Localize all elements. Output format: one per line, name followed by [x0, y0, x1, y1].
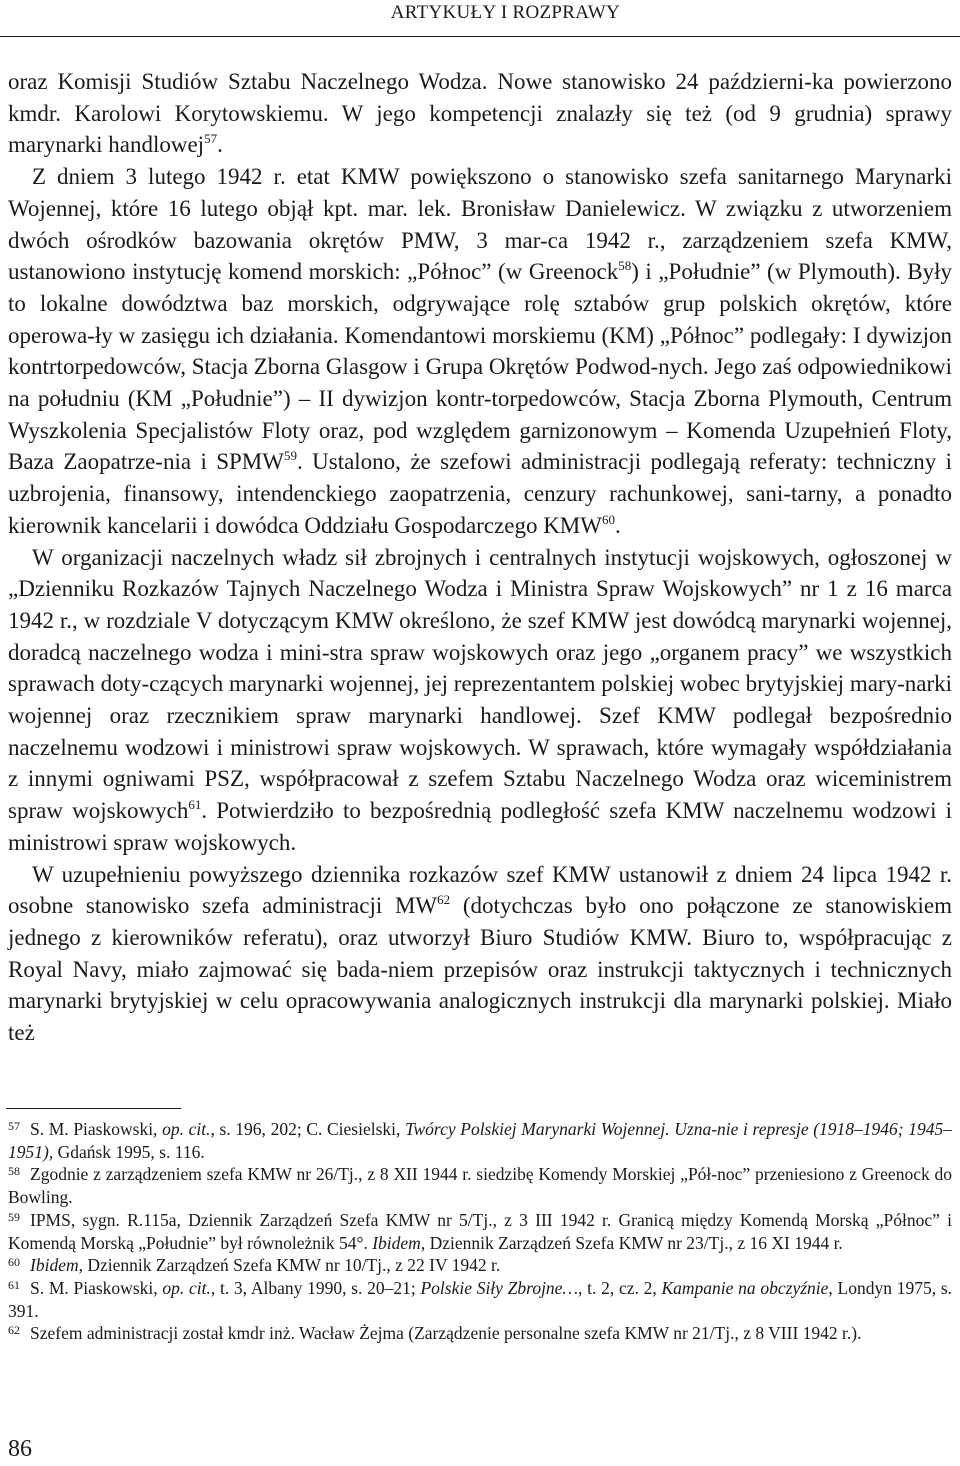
footnote-italic: Polskie Siły Zbrojne… — [420, 1277, 579, 1298]
footnote-text: S. M. Piaskowski, — [30, 1119, 163, 1139]
footnote-number: 61 — [8, 1277, 20, 1292]
footnote-text: , t. 2, cz. 2, — [578, 1277, 662, 1298]
footnote-separator — [6, 1108, 181, 1109]
paragraph-4-text-b: (dotychczas było ono połączone ze stanowiskiem jednego z kierowników referatu), oraz utworzył Biuro Studiów KMW. Biuro to, współpracując z Royal Navy, miało zajmować się bada-niem przepisów oraz instrukcji taktycznych i technicznych marynarki brytyjskiej w celu opracowywania analogicznych instrukcji dla marynarki polskiej. Miało też — [8, 893, 952, 1046]
paragraph-3-text-b: . Potwierdziło to bezpośrednią podległość szefa KMW naczelnemu wodzowi i ministrowi spraw wojskowych. — [8, 798, 953, 855]
footnote-italic: Ibidem — [30, 1255, 79, 1276]
section-title: ARTYKUŁY I ROZPRAWY — [390, 2, 620, 23]
running-header — [0, 0, 960, 38]
footnote-59 — [8, 1209, 952, 1254]
article-body — [8, 66, 952, 1049]
footnote-62 — [8, 1322, 952, 1345]
paragraph-2 — [8, 161, 952, 541]
footnote-italic: Twórcy Polskiej Marynarki Wojennej. Uzna-nie i represje (1918–1946; 1945–1951) — [8, 1119, 953, 1162]
footnote-text: , Londyn 1975, s. 391. — [8, 1277, 952, 1321]
footnote-ref-62[interactable]: 62 — [437, 892, 451, 908]
footnote-60 — [8, 1254, 952, 1277]
footnote-58 — [8, 1163, 952, 1208]
paragraph-1-text: oraz Komisji Studiów Sztabu Naczelnego Wodza. Nowe stanowisko 24 październi-ka powierzono kmdr. Karolowi Korytowskiemu. W jego kompetencji znalazły się też (od 9 grudnia) sprawy marynarki handlowej — [8, 69, 952, 158]
paragraph-3-text-a: W organizacji naczelnych władz sił zbrojnych i centralnych instytucji wojskowych, ogłoszonej w „Dzienniku Rozkazów Tajnych Naczelnego Wodza i Ministra Spraw Wojskowych” nr 1 z 16 marca 1942 r., w rozdziale V dotyczącym KMW określono, że szef KMW jest dowódcą marynarki wojennej, doradcą naczelnego wodza i mini-stra spraw wojskowych oraz jego „organem pracy” we wszystkich sprawach doty-czących marynarki wojennej, jej reprezentantem polskiej wobec brytyjskiej mary-narki wojennej oraz rzecznikiem spraw marynarki handlowej. Szef KMW podlegał bezpośrednio naczelnemu wodzowi i ministrowi spraw wojskowych. W sprawach, które wymagały współdziałania z innymi ogniwami PSZ, współpracował z szefem Sztabu Naczelnego Wodza oraz wiceministrem spraw wojskowych — [8, 544, 952, 824]
footnote-italic: op. cit. — [162, 1277, 211, 1298]
footnote-ref-58[interactable]: 58 — [618, 258, 632, 274]
footnote-italic: op. cit. — [162, 1119, 211, 1139]
footnote-text: S. M. Piaskowski, — [30, 1277, 163, 1298]
footnote-italic: Kampanie na obczyźnie — [661, 1277, 829, 1298]
paragraph-2-text-c: . Ustalono, że szefowi administracji podlegają referaty: techniczny i uzbrojenia, finansowy, intendenckiego zaopatrzenia, cenzury rachunkowej, sani-tarny, a ponadto kierownik kancelarii i dowódca Oddziału Gospodarczego KMW — [8, 449, 952, 538]
footnote-text: Zgodnie z zarządzeniem szefa KMW nr 26/Tj., z 8 XII 1944 r. siedzibę Komendy Morskiej „Pół-noc” przeniesiono z Greenock do Bowling. — [8, 1164, 952, 1208]
footnote-number: 58 — [8, 1164, 20, 1179]
footnote-text: , s. 196, 202; C. Ciesielski, — [210, 1119, 406, 1139]
footnote-text: , Gdańsk 1995, s. 116. — [48, 1141, 205, 1162]
footnote-number: 60 — [8, 1255, 20, 1270]
page-number: 86 — [8, 1436, 32, 1462]
footnote-ref-57[interactable]: 57 — [204, 131, 218, 147]
footnote-ref-61[interactable]: 61 — [188, 797, 202, 813]
footnote-text: , Dziennik Zarządzeń Szefa KMW nr 10/Tj., z 22 IV 1942 r. — [78, 1255, 501, 1276]
footnote-ref-59[interactable]: 59 — [283, 448, 297, 464]
footnote-number: 62 — [8, 1323, 20, 1338]
header-rule — [0, 36, 960, 37]
paragraph-1-end: . — [217, 132, 223, 158]
footnote-text: Szefem administracji został kmdr inż. Wacław Żejma (Zarządzenie personalne szefa KMW nr 21/Tj., z 8 VIII 1942 r.). — [30, 1323, 862, 1344]
footnote-text: , t. 3, Albany 1990, s. 20–21; — [210, 1277, 421, 1298]
paragraph-4-text-a: W uzupełnieniu powyższego dziennika rozkazów szef KMW ustanowił z dniem 24 lipca 1942 r. osobne stanowisko szefa administracji MW — [8, 861, 952, 919]
paragraph-1 — [8, 66, 952, 161]
footnote-number: 59 — [8, 1209, 20, 1224]
paragraph-4 — [8, 859, 952, 1049]
footnotes — [8, 1118, 952, 1345]
footnote-italic: Ibidem — [372, 1232, 421, 1253]
paragraph-2-text-a: Z dniem 3 lutego 1942 r. etat KMW powiększono o stanowisko szefa sanitarnego Marynarki Wojennej, które 16 lutego objął kpt. mar. lek. Bronisław Danielewicz. W związku z utworzeniem dwóch ośrodków bazowania okrętów PMW, 3 mar-ca 1942 r., zarządzeniem szefa KMW, ustanowiono instytucję komend morskich: „Północ” (w Greenock — [8, 164, 952, 285]
footnote-57 — [8, 1118, 952, 1163]
paragraph-2-text-d: . — [614, 512, 621, 538]
footnote-number: 57 — [8, 1119, 20, 1133]
paragraph-2-text-b: ) i „Południe” (w Plymouth). Były to lokalne dowództwa baz morskich, odgrywające rolę sztabów grup polskich okrętów, które operowa-ły w zasięgu ich działania. Komendantowi morskiemu (KM) „Północ” podlegały: I dywizjon kontrtorpedowców, Stacja Zborna Glasgow i Grupa Okrętów Podwod-nych. Jego zaś odpowiednikowi na południu (KM „Południe”) – II dywizjon kontr-torpedowców, Stacja Zborna Plymouth, Centrum Wyszkolenia Specjalistów Floty oraz, pod względem garnizonowym – Komenda Uzupełnień Floty, Baza Zaopatrze-nia i SPMW — [8, 259, 952, 475]
footnote-text: , Dziennik Zarządzeń Szefa KMW nr 23/Tj., z 16 XI 1944 r. — [420, 1232, 843, 1253]
footnote-61 — [8, 1277, 952, 1322]
footnote-text: IPMS, sygn. R.115a, Dziennik Zarządzeń Szefa KMW nr 5/Tj., z 3 III 1942 r. Granicą między Komendą Morską „Północ” i Komendą Morską „Południe” był równoleżnik 54°. — [8, 1209, 952, 1253]
paragraph-3 — [8, 542, 952, 859]
footnote-ref-60[interactable]: 60 — [601, 511, 615, 527]
